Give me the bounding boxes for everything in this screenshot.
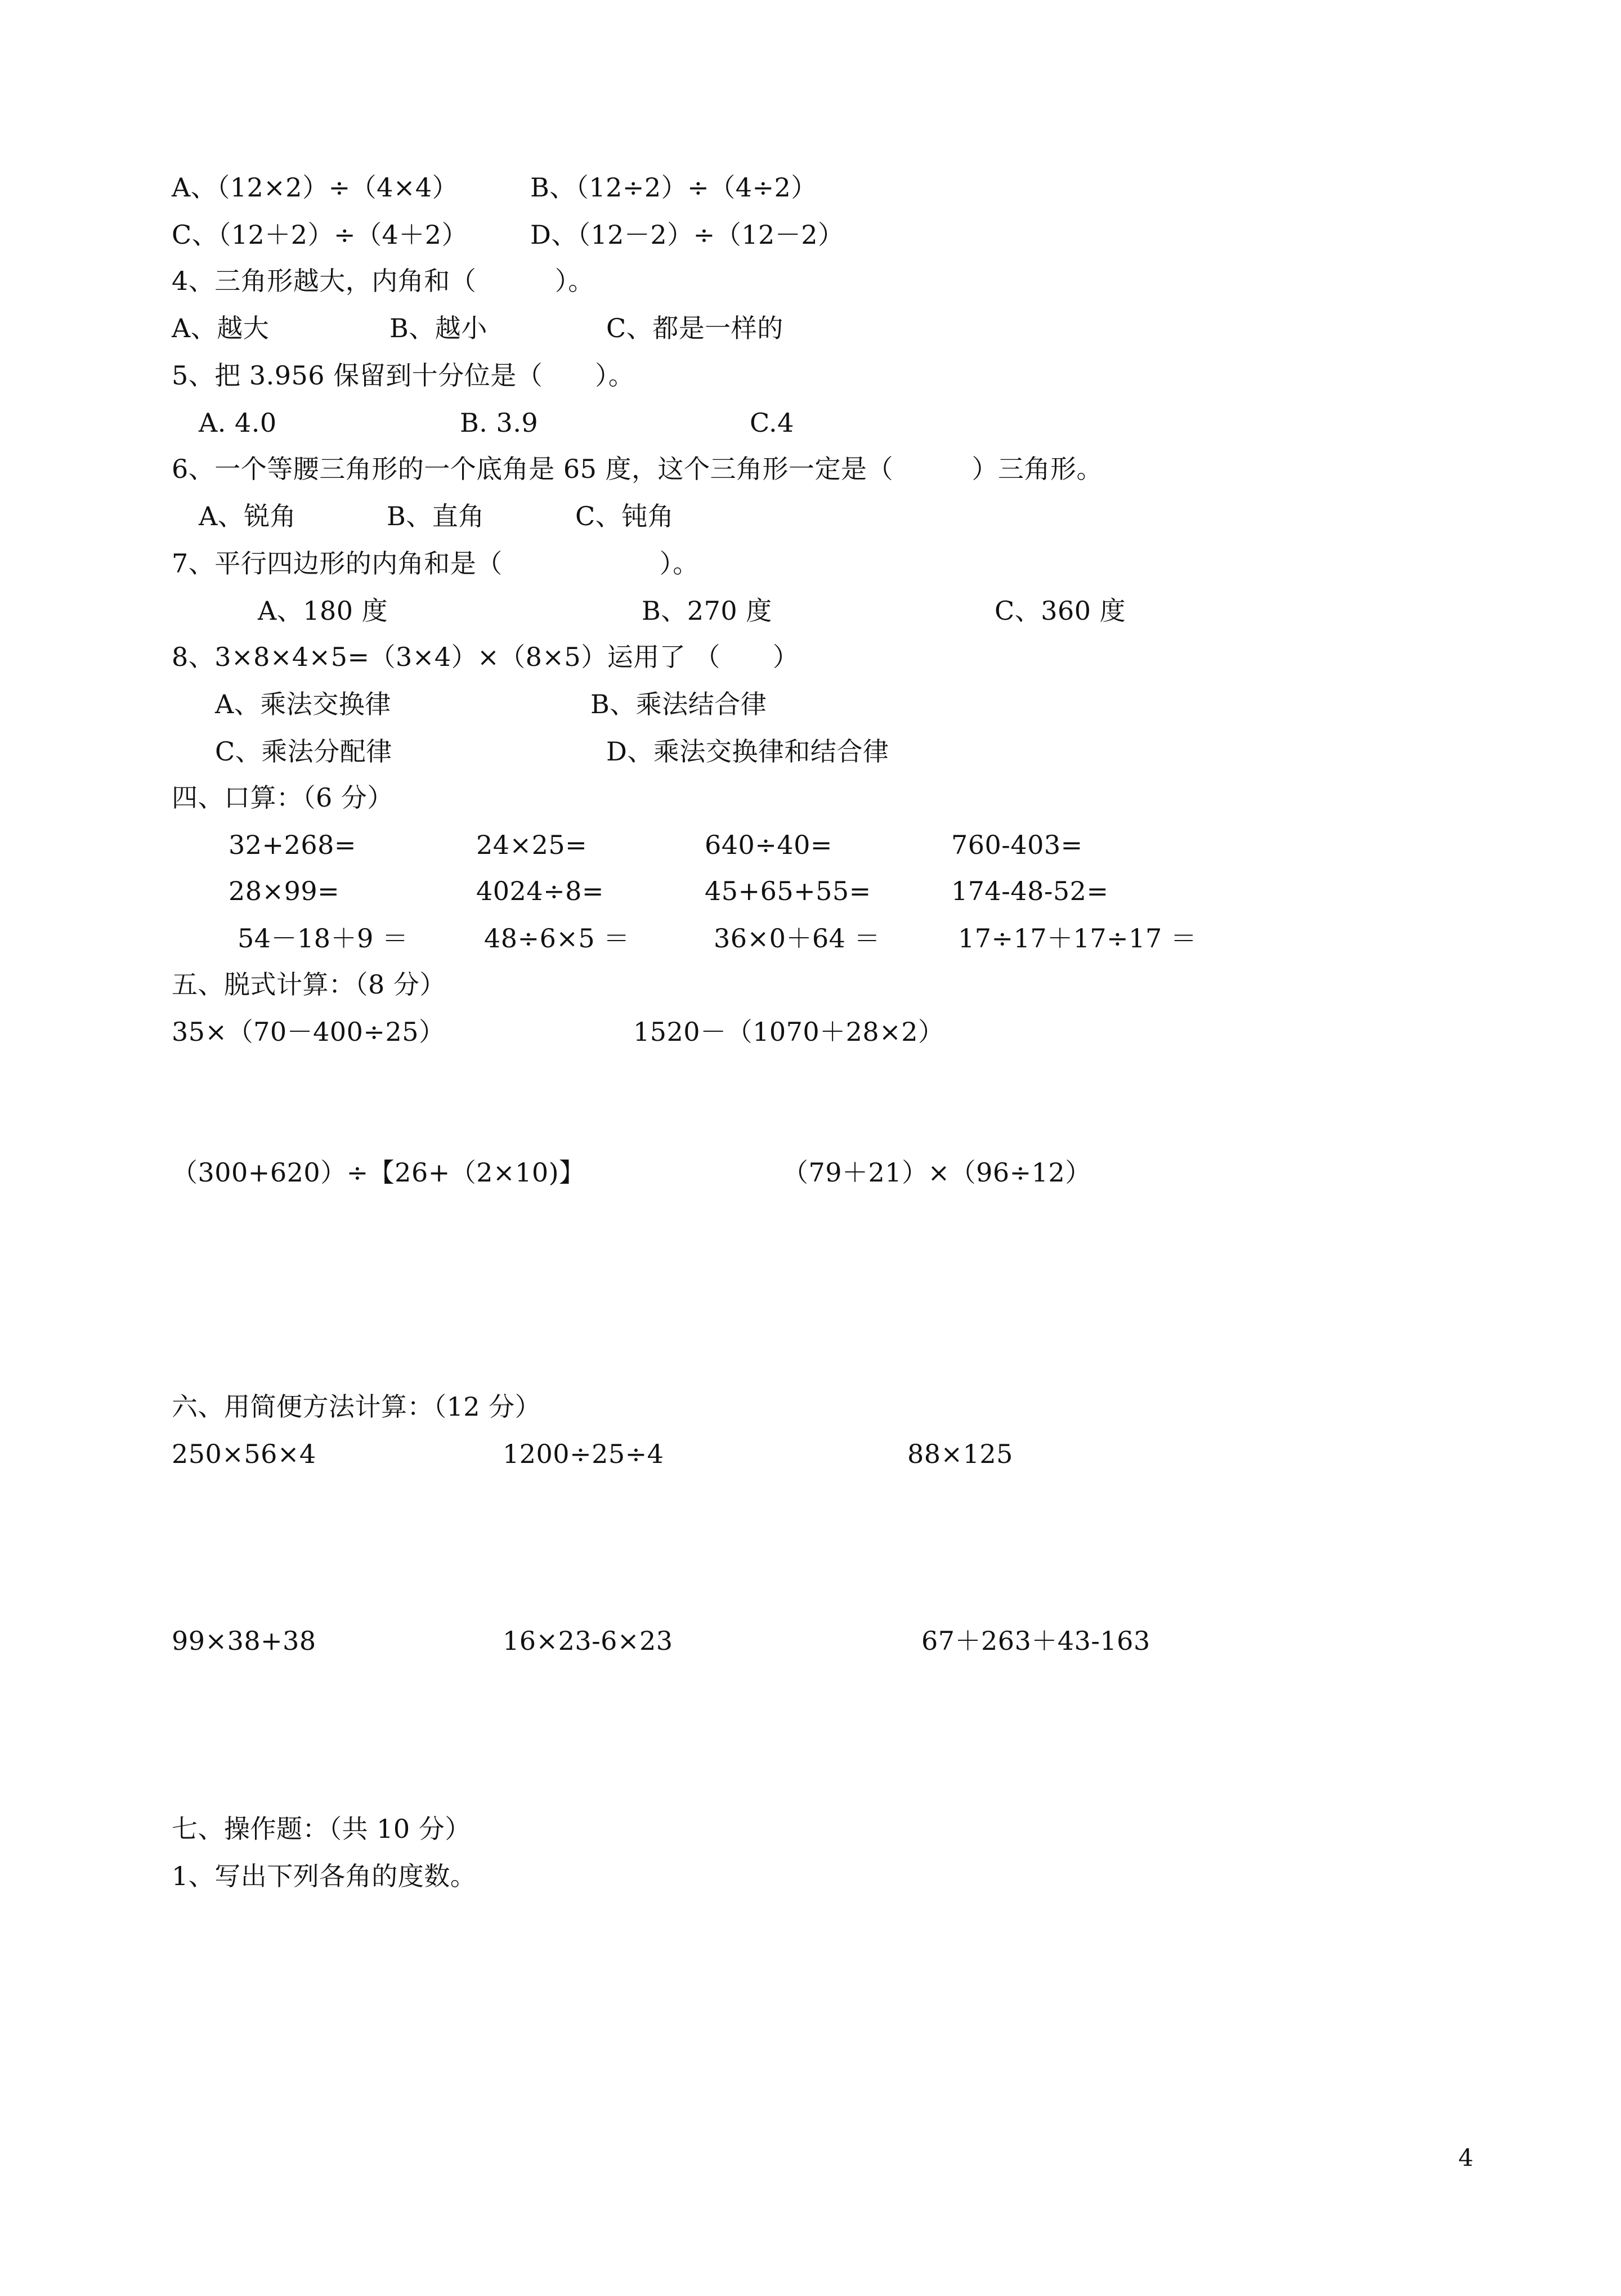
q6-option-b: B、直角 xyxy=(387,501,485,531)
section7-question1: 1、写出下列各角的度数。 xyxy=(172,1861,477,1891)
q6-stem: 6、一个等腰三角形的一个底角是 65 度，这个三角形一定是（ ）三角形。 xyxy=(172,454,1103,484)
q6-option-c: C、钝角 xyxy=(575,501,674,531)
section6-heading: 六、用简便方法计算：（12 分） xyxy=(172,1391,541,1422)
oral-calc-item: 28×99= xyxy=(229,876,340,906)
q3-option-c: C、（12＋2）÷（4＋2） xyxy=(172,220,468,250)
q5-stem: 5、把 3.956 保留到十分位是（ ）。 xyxy=(172,360,635,391)
section4-heading: 四、口算：（6 分） xyxy=(172,782,393,813)
simplified-calc-item: 88×125 xyxy=(907,1439,1013,1469)
q7-option-c: C、360 度 xyxy=(995,596,1126,626)
simplified-calc-item: 99×38+38 xyxy=(172,1626,316,1656)
step-calc-item: （79＋21）×（96÷12） xyxy=(782,1157,1091,1188)
q4-stem: 4、三角形越大，内角和（ ）。 xyxy=(172,266,594,296)
oral-calc-item: 4024÷8= xyxy=(476,876,604,906)
q8-option-a: A、乘法交换律 xyxy=(215,689,391,719)
oral-calc-item: 24×25= xyxy=(476,830,588,860)
q4-option-c: C、都是一样的 xyxy=(606,313,783,343)
q3-option-d: D、（12－2）÷（12－2） xyxy=(530,220,844,250)
step-calc-item: 35×（70－400÷25） xyxy=(172,1017,445,1047)
oral-calc-item: 32+268= xyxy=(229,830,356,860)
page-number: 4 xyxy=(1458,2144,1474,2172)
q7-option-a: A、180 度 xyxy=(258,596,388,626)
q5-option-b: B. 3.9 xyxy=(460,408,539,438)
oral-calc-item: 760-403= xyxy=(951,830,1083,860)
oral-calc-item: 48÷6×5 ＝ xyxy=(484,923,630,954)
q3-option-a: A、（12×2）÷（4×4） xyxy=(172,172,459,203)
q7-stem: 7、平行四边形的内角和是（ ）。 xyxy=(172,548,699,579)
q8-option-b: B、乘法结合律 xyxy=(590,689,767,719)
step-calc-item: 1520－（1070＋28×2） xyxy=(633,1017,944,1047)
simplified-calc-item: 67＋263＋43-163 xyxy=(921,1626,1150,1656)
oral-calc-item: 640÷40= xyxy=(705,830,832,860)
simplified-calc-item: 16×23-6×23 xyxy=(503,1626,673,1656)
section5-heading: 五、脱式计算：（8 分） xyxy=(172,969,446,1000)
q8-option-d: D、乘法交换律和结合律 xyxy=(606,736,889,767)
oral-calc-item: 36×0＋64 ＝ xyxy=(714,923,880,954)
oral-calc-item: 54－18＋9 ＝ xyxy=(238,923,409,954)
oral-calc-item: 174-48-52= xyxy=(951,876,1109,906)
simplified-calc-item: 250×56×4 xyxy=(172,1439,316,1469)
q3-option-b: B、（12÷2）÷（4÷2） xyxy=(530,172,817,203)
oral-calc-item: 17÷17＋17÷17 ＝ xyxy=(958,923,1197,954)
q8-stem: 8、3×8×4×5=（3×4）×（8×5）运用了 （ ） xyxy=(172,642,799,672)
q5-option-a: A. 4.0 xyxy=(199,408,277,438)
q8-option-c: C、乘法分配律 xyxy=(215,736,392,767)
step-calc-item: （300+620）÷【26+（2×10)】 xyxy=(172,1157,585,1188)
oral-calc-item: 45+65+55= xyxy=(705,876,871,906)
q6-option-a: A、锐角 xyxy=(199,501,297,531)
section7-heading: 七、操作题：（共 10 分） xyxy=(172,1814,471,1844)
q5-option-c: C.4 xyxy=(750,408,794,438)
simplified-calc-item: 1200÷25÷4 xyxy=(503,1439,664,1469)
q7-option-b: B、270 度 xyxy=(642,596,772,626)
q4-option-a: A、越大 xyxy=(172,313,270,343)
q4-option-b: B、越小 xyxy=(389,313,487,343)
